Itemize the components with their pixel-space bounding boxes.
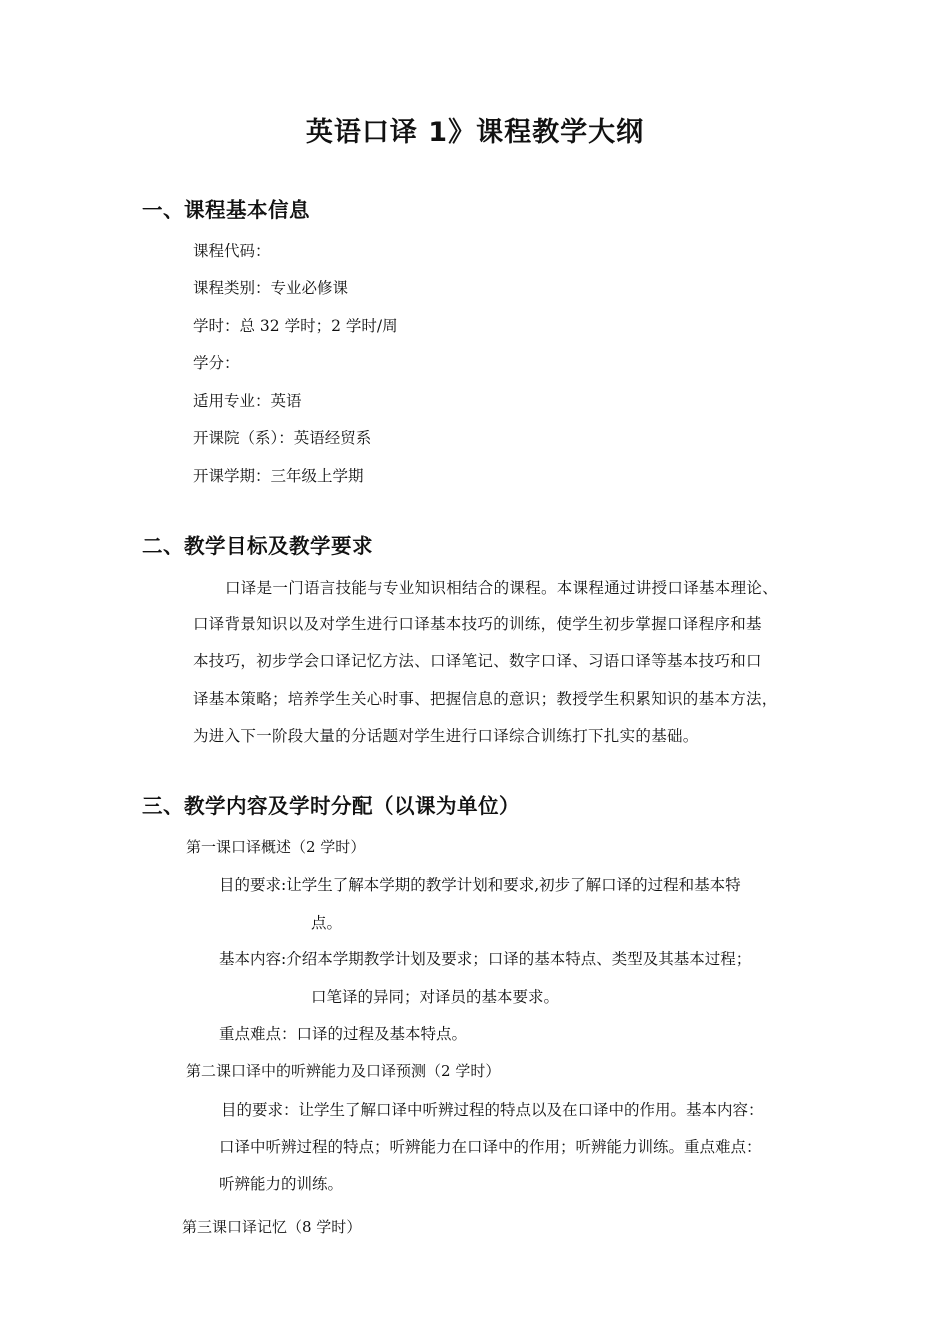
lesson1-title: 第一课口译概述（2 学时） [186, 838, 366, 856]
objective-line: 口译背景知识以及对学生进行口译基本技巧的训练，使学生初步掌握口译程序和基 [193, 615, 762, 633]
lesson1-content-cont: 口笔译的异同；对译员的基本要求。 [311, 988, 560, 1006]
info-hours: 学时：总 32 学时；2 学时/周 [193, 317, 398, 335]
section3-heading: 三、教学内容及学时分配（以课为单位） [142, 794, 520, 818]
lesson3-title: 第三课口译记忆（8 学时） [182, 1218, 362, 1236]
section1-heading: 一、课程基本信息 [142, 198, 310, 222]
document-title: 英语口译 1》课程教学大纲 [305, 117, 645, 148]
objective-line: 口译是一门语言技能与专业知识相结合的课程。本课程通过讲授口译基本理论、 [225, 579, 779, 597]
info-credits: 学分： [193, 354, 240, 372]
info-major: 适用专业：英语 [193, 392, 302, 410]
lesson1-goal-cont: 点。 [311, 914, 343, 932]
lesson1-key-points: 重点难点：口译的过程及基本特点。 [219, 1025, 468, 1043]
lesson1-content: 基本内容:介绍本学期教学计划及要求；口译的基本特点、类型及其基本过程； [219, 950, 752, 968]
objective-line: 本技巧，初步学会口译记忆方法、口译笔记、数字口译、习语口译等基本技巧和口 [193, 652, 762, 670]
info-course-type: 课程类别：专业必修课 [193, 279, 349, 297]
lesson2-line: 目的要求：让学生了解口译中听辨过程的特点以及在口译中的作用。基本内容： [221, 1101, 764, 1119]
lesson2-line: 听辨能力的训练。 [219, 1175, 344, 1193]
objective-line: 为进入下一阶段大量的分话题对学生进行口译综合训练打下扎实的基础。 [193, 727, 699, 745]
lesson1-goal: 目的要求:让学生了解本学期的教学计划和要求,初步了解口译的过程和基本特 [219, 876, 741, 894]
lesson2-line: 口译中听辨过程的特点；听辨能力在口译中的作用；听辨能力训练。重点难点： [219, 1138, 762, 1156]
lesson2-title: 第二课口译中的听辨能力及口译预测（2 学时） [186, 1062, 501, 1080]
section2-heading: 二、教学目标及教学要求 [142, 534, 373, 558]
info-department: 开课院（系）：英语经贸系 [193, 429, 372, 447]
objective-line: 译基本策略；培养学生关心时事、把握信息的意识；教授学生积累知识的基本方法， [193, 690, 778, 708]
info-course-code: 课程代码： [193, 242, 271, 260]
info-semester: 开课学期：三年级上学期 [193, 467, 364, 485]
